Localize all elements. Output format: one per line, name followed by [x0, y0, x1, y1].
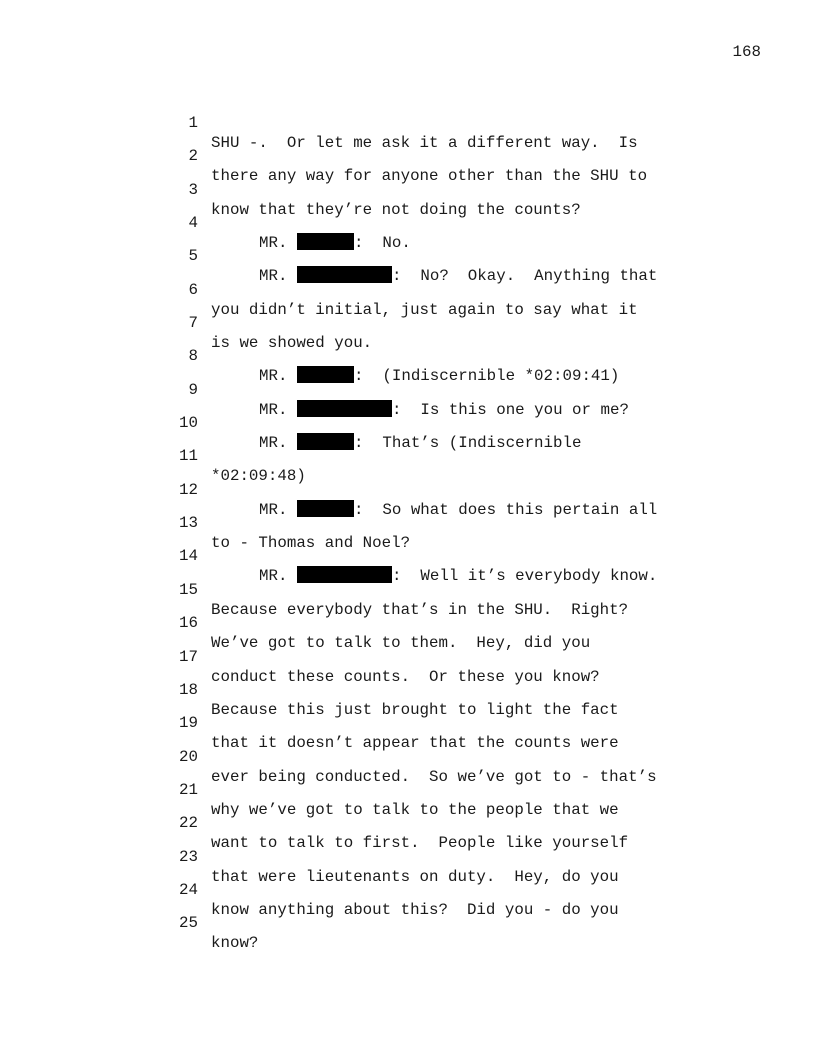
- line-number: 9: [188, 380, 198, 399]
- transcript-line: [170, 160, 690, 219]
- transcript-line: [170, 226, 690, 286]
- transcript-line: [170, 293, 690, 353]
- line-text: : (Indiscernible *02:09:41): [353, 367, 620, 386]
- line-number: 12: [179, 480, 198, 499]
- line-number: 2: [188, 147, 198, 166]
- line-text: : So what does this pertain all: [353, 500, 658, 519]
- transcript-line: [170, 727, 690, 786]
- line-text: We’ve got to talk to them. Hey, did you: [211, 634, 591, 653]
- line-text: : No? Okay. Anything that: [391, 267, 658, 286]
- line-number: 24: [179, 880, 198, 899]
- transcript-line: [170, 526, 690, 586]
- transcript-line: [170, 893, 690, 953]
- transcript-line: [170, 827, 690, 886]
- transcript-line: [170, 393, 690, 453]
- transcript-line: [170, 627, 690, 686]
- line-text: *02:09:48): [211, 467, 306, 486]
- line-number: 20: [179, 747, 198, 766]
- line-text: : That’s (Indiscernible: [353, 434, 582, 453]
- line-number: 6: [188, 280, 198, 299]
- line-number: 13: [179, 514, 198, 533]
- speaker-label: MR.: [259, 267, 288, 286]
- line-text: that it doesn’t appear that the counts were: [211, 734, 619, 753]
- line-number: 17: [179, 647, 198, 666]
- speaker-label: MR.: [259, 367, 288, 386]
- transcript-line: [170, 426, 690, 486]
- line-number: 1: [188, 114, 198, 132]
- transcript-line: [170, 560, 690, 619]
- transcript-line: [170, 693, 690, 753]
- transcript-line: [170, 360, 690, 419]
- line-text: SHU -. Or let me ask it a different way. Is: [211, 134, 638, 152]
- line-number: 21: [179, 780, 198, 799]
- transcript-line: [170, 660, 690, 719]
- speaker-label: MR.: [259, 567, 288, 586]
- speaker-label: MR.: [259, 500, 288, 519]
- line-number: 8: [188, 347, 198, 366]
- line-text: to - Thomas and Noel?: [211, 534, 411, 553]
- line-number: 14: [179, 547, 198, 566]
- line-text: why we’ve got to talk to the people that we: [211, 800, 619, 819]
- page-number: 168: [732, 43, 761, 61]
- line-number: 5: [188, 247, 198, 266]
- line-number: 15: [179, 580, 198, 599]
- line-number: 3: [188, 180, 198, 199]
- line-text: conduct these counts. Or these you know?: [211, 667, 600, 686]
- speaker-label: MR.: [259, 234, 288, 253]
- line-text: is we showed you.: [211, 334, 373, 353]
- line-text: know?: [211, 934, 259, 953]
- line-number: 25: [179, 914, 198, 933]
- line-number: 7: [188, 314, 198, 333]
- line-number: 11: [179, 447, 198, 466]
- line-number: 22: [179, 814, 198, 833]
- transcript-line: [170, 493, 690, 553]
- speaker-label: MR.: [259, 434, 288, 453]
- line-text: Because everybody that’s in the SHU. Right?: [211, 600, 629, 619]
- speaker-label: MR.: [259, 400, 288, 419]
- line-text: : Is this one you or me?: [391, 400, 629, 419]
- transcript-line: [170, 260, 690, 319]
- transcript-line: [170, 793, 690, 853]
- transcript-body: [170, 93, 690, 953]
- line-number: 23: [179, 847, 198, 866]
- line-text: you didn’t initial, just again to say what it: [211, 300, 638, 319]
- transcript-line: [170, 126, 690, 186]
- transcript-line: [170, 193, 690, 253]
- line-text: know that they’re not doing the counts?: [211, 200, 581, 219]
- line-number: 18: [179, 680, 198, 699]
- line-text: know anything about this? Did you - do you: [211, 900, 619, 919]
- line-text: want to talk to first. People like yourself: [211, 834, 629, 853]
- transcript-line: [170, 760, 690, 819]
- line-text: there any way for anyone other than the SHU to: [211, 167, 648, 186]
- transcript-line: [170, 93, 690, 152]
- transcript-line: [170, 860, 690, 919]
- line-text: : Well it’s everybody know.: [391, 567, 658, 586]
- line-text: Because this just brought to light the fact: [211, 700, 619, 719]
- line-number: 16: [179, 614, 198, 633]
- line-text: ever being conducted. So we’ve got to - that’s: [211, 767, 657, 786]
- transcript-line: [170, 326, 690, 386]
- line-text: : No.: [353, 234, 411, 253]
- transcript-line: [170, 460, 690, 519]
- line-number: 4: [188, 214, 198, 233]
- line-number: 10: [179, 414, 198, 433]
- line-number: 19: [179, 714, 198, 733]
- transcript-line: [170, 593, 690, 653]
- line-text: that were lieutenants on duty. Hey, do you: [211, 867, 619, 886]
